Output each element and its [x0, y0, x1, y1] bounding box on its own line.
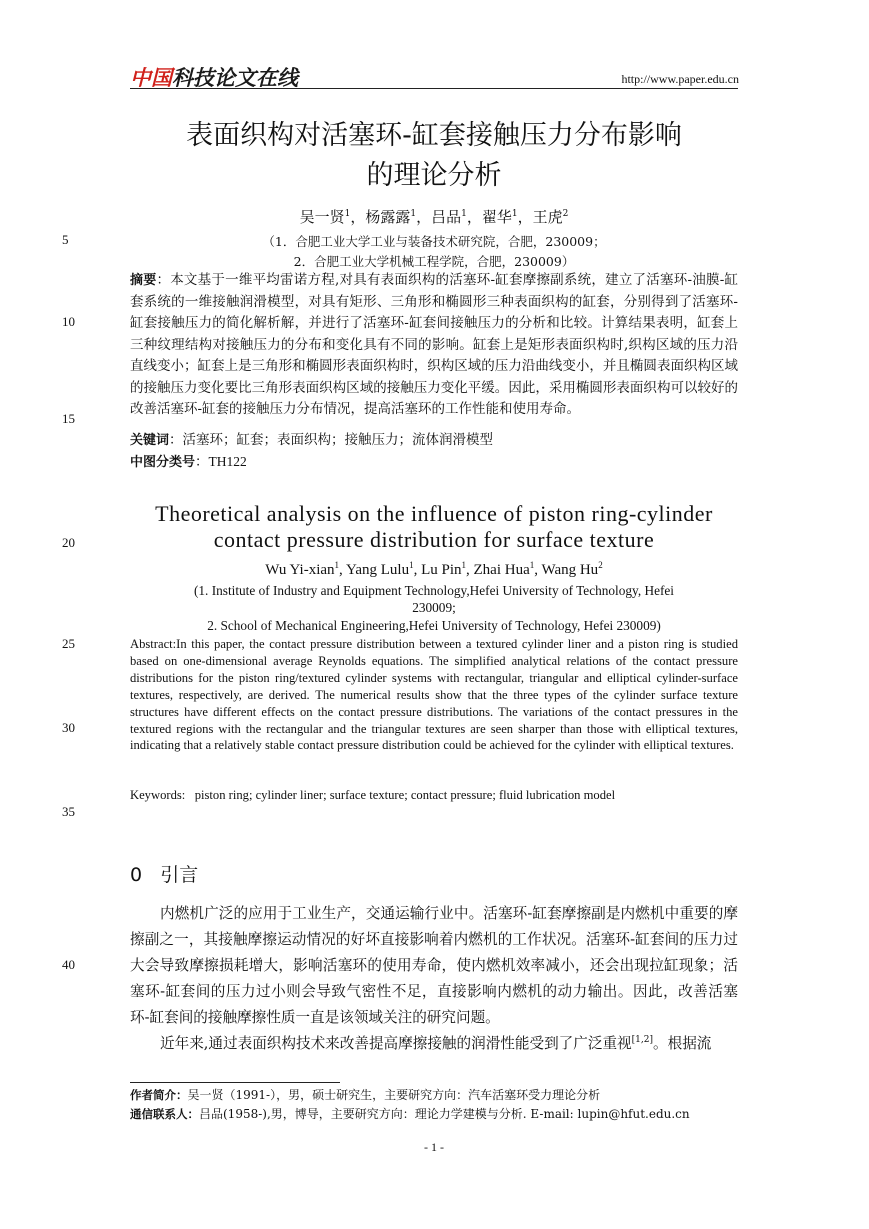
title-cn-line2: 的理论分析: [366, 160, 502, 191]
logo-text-dark: 科技论文在线: [172, 66, 298, 90]
line-number: 20: [62, 535, 75, 550]
abstract-en-label: Abstract:: [130, 637, 177, 651]
author-affil: 1: [410, 209, 417, 219]
section-heading: [130, 860, 738, 887]
author-name: Wu Yi-xian: [265, 562, 335, 578]
author-name: Yang Lulu: [346, 562, 410, 578]
line-number: 25: [62, 636, 75, 651]
affiliation-en-1-cont: 230009;: [412, 600, 456, 615]
author-name: Lu Pin: [421, 562, 462, 578]
line-number: 35: [62, 804, 75, 819]
author-affil: 1: [344, 209, 351, 219]
clc-cn-label: 中图分类号: [130, 455, 196, 470]
page-number: - 1 -: [424, 1140, 444, 1154]
author-sep: ,: [534, 562, 542, 578]
author-affil: 1: [529, 560, 535, 570]
title-cn-line1: 表面织构对活塞环-缸套接触压力分布影响: [186, 120, 682, 151]
abstract-cn: [130, 270, 738, 421]
keywords-cn-label: 关键词: [130, 433, 170, 448]
author-sep: ，: [416, 208, 432, 226]
author-affil: 1: [461, 209, 467, 219]
author-name: 翟华: [481, 208, 512, 226]
intro-paragraph-1: 内燃机广泛的应用于工业生产，交通运输行业中。活塞环-缸套摩擦副是内燃机中重要的摩擦副之一，其接触摩擦运动情况的好坏直接影响着内燃机的工作状况。活塞环-缸套间的压力过大会导致摩擦损耗增大，影响活塞环的使用寿命，使内燃机效率减小，还会出现拉缸现象；活塞环-缸套间的压力过小则会导致气密性不足，直接影响内燃机的动力输出。因此，改善活塞环-缸套间的接触摩擦性质一直是该领域关注的研究问题。: [130, 905, 738, 1026]
title-en-line1: Theoretical analysis on the influence of piston ring-cylinder: [155, 501, 713, 526]
author-name: Wang Hu: [541, 562, 599, 578]
abstract-cn-text: 本文基于一维平均雷诺方程,对具有表面织构的活塞环-缸套摩擦副系统，建立了活塞环-油膜-缸套系统的一维接触润滑模型，对具有矩形、三角形和椭圆形三种表面织构的缸套，分别得到了活塞环-缸套接触压力的简化解析解，并进行了活塞环-缸套间接触压力的分析和比较。计算结果表明，缸套上三种纹理结构对接触压力的分布和变化具有不同的影响。缸套上是矩形表面织构时,织构区域的压力沿直线变小；缸套上是三角形和椭圆形表面织构时，织构区域的压力沿曲线变小，并且椭圆表面织构区域的接触压力变化要比三角形表面织构区域的接触压力变化平缓。因此，采用椭圆形表面织构可以较好的改善活塞环-缸套的接触压力分布情况，提高活塞环的工作性能和使用寿命。: [130, 272, 738, 417]
author-name: Zhai Hua: [473, 562, 530, 578]
footnote-author-label: 作者简介：: [130, 1088, 188, 1102]
footnote-author: [130, 1085, 738, 1105]
author-sep: ,: [413, 562, 422, 578]
author-sep: ,: [339, 562, 346, 578]
abstract-en-text: In this paper, the contact pressure distribution between a textured cylinder liner and a piston ring is studied based on one-dimensional average Reynolds equations. The simplified analytical relations of the contact pressure distributions for the piston ring/textured cylinder systems with rectangular, triangular and elliptical cylinder-surface textures, respectively, are derived. The numerical results show that the three types of the cylinder surface texture structures have different effects on the contact pressure distributions. The variations of the contact pressures in the textured regions with the rectangular and the triangular textures are seen sharper than those with elliptical textures, indicating that a relatively stable contact pressure distribution could be achieved for the cylinder with elliptical textures.: [130, 637, 738, 753]
keywords-en: [130, 787, 738, 804]
authors-cn: [130, 206, 738, 227]
clc-cn-text: TH122: [208, 454, 247, 469]
author-sep: ，: [350, 208, 366, 226]
author-sep: ,: [466, 562, 474, 578]
citation[interactable]: [1,2]: [631, 1035, 653, 1046]
authors-en: [130, 562, 738, 579]
line-number: 15: [62, 411, 75, 426]
keywords-cn-colon: ：: [169, 432, 183, 448]
logo-text-red: 中国: [130, 66, 172, 90]
author-affil: 1: [409, 560, 414, 570]
affiliation-en-1: (1. Institute of Industry and Equipment Technology,Hefei University of Technology, Hefei: [193, 583, 675, 598]
author-sep: ，: [466, 208, 482, 226]
clc-cn: [130, 451, 738, 474]
line-number: 30: [62, 720, 75, 735]
line-number: 10: [62, 314, 75, 329]
title-en-line2: contact pressure distribution for surface texture: [213, 527, 655, 552]
intro-paragraph-2: [130, 1031, 738, 1057]
abstract-cn-colon: ：: [156, 272, 171, 288]
author-affil: 1: [511, 209, 518, 219]
footnote-contact: [130, 1104, 738, 1124]
author-name: 吴一贤: [299, 208, 345, 226]
header-rule: [130, 88, 738, 89]
author-affil: 2: [598, 560, 603, 570]
section-title: 引言: [160, 864, 199, 886]
intro-para2-tail: 。根据流: [653, 1035, 712, 1052]
affiliation-en-2: 2. School of Mechanical Engineering,Hefei University of Technology, Hefei 230009): [207, 618, 661, 633]
section-number: 0: [130, 864, 143, 886]
author-name: 杨露露: [365, 208, 411, 226]
line-number: 5: [62, 232, 69, 247]
footnote-contact-text: 吕品(1958-),男，博导，主要研究方向：理论力学建模与分析. E-mail: lupin@hfut.edu.cn: [199, 1107, 690, 1121]
keywords-cn-text: 活塞环；缸套；表面织构；接触压力；流体润滑模型: [182, 432, 494, 448]
footnote-author-text: 吴一贤（1991-），男，硕士研究生，主要研究方向：汽车活塞环受力理论分析: [187, 1088, 601, 1102]
clc-cn-colon: ：: [195, 454, 209, 470]
footnote-rule: [130, 1082, 340, 1083]
abstract-en: [130, 636, 738, 754]
keywords-cn: [130, 430, 738, 452]
author-affil: 1: [334, 560, 340, 570]
keywords-en-label: Keywords:: [130, 788, 186, 802]
line-number: 40: [62, 957, 75, 972]
abstract-cn-label: 摘要: [130, 273, 157, 288]
site-url[interactable]: http://www.paper.edu.cn: [621, 72, 739, 86]
affiliation-cn-1: （1．合肥工业大学工业与装备技术研究院，合肥，230009；: [262, 234, 606, 249]
footnote-contact-label: 通信联系人：: [130, 1107, 199, 1121]
author-name: 吕品: [431, 208, 462, 226]
author-affil: 1: [461, 560, 467, 570]
intro-para2-text: 近年来,通过表面织构技术来改善提高摩擦接触的润滑性能受到了广泛重视: [160, 1035, 632, 1052]
author-name: 王虎: [532, 208, 563, 226]
keywords-en-text: piston ring; cylinder liner; surface texture; contact pressure; fluid lubrication model: [194, 788, 616, 802]
author-affil: 2: [562, 209, 569, 219]
author-sep: ，: [517, 208, 533, 226]
affiliation-cn-2: 2．合肥工业大学机械工程学院，合肥，230009）: [293, 254, 575, 269]
